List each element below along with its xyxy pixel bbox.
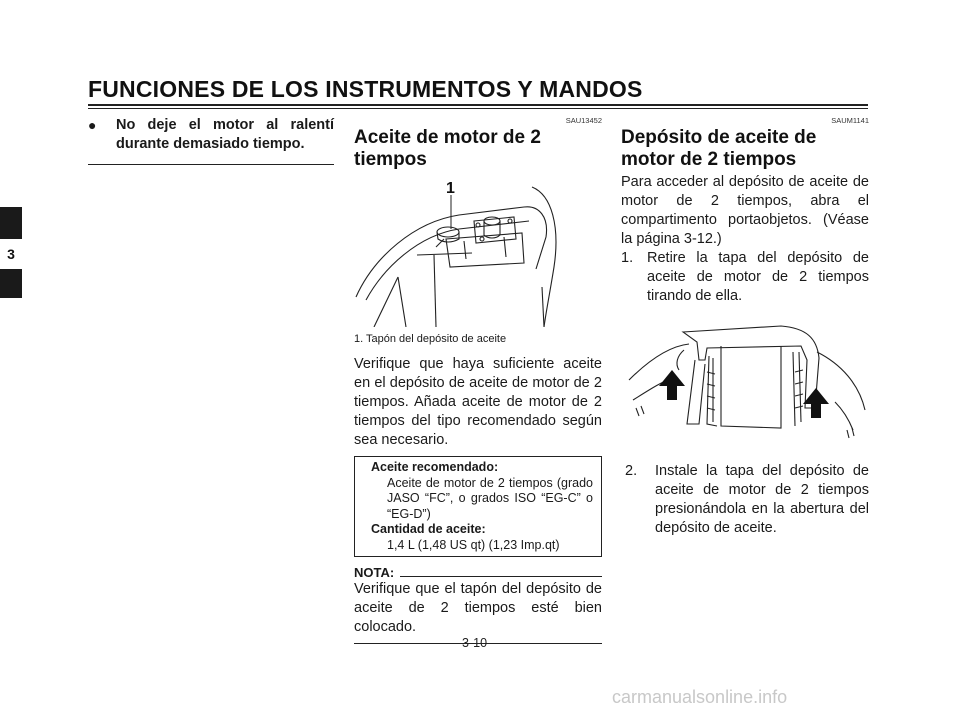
step-item bbox=[621, 249, 869, 306]
header-rule-thin bbox=[88, 108, 868, 109]
page-number: 3-10 bbox=[462, 636, 488, 650]
note-text: Verifique que el tapón del depósito de aceite de 2 tiempos esté bien colocado. bbox=[354, 581, 602, 635]
header-rule-thick bbox=[88, 104, 868, 106]
bullet-text: No deje el motor al ralentí durante demasiado tiempo. bbox=[116, 117, 334, 152]
column-left bbox=[88, 116, 334, 165]
section-end-rule bbox=[88, 164, 334, 165]
step-text: Retire la tapa del depósito de aceite de motor de 2 tiempos tirando de ella. bbox=[647, 250, 869, 304]
tank-access-paragraph: Para acceder al depósito de aceite de motor de 2 tiempos, abra el compartimento portaobjetos. (Véase la página 3-12.) bbox=[621, 174, 869, 247]
oil-quantity-value: 1,4 L (1,48 US qt) (1,23 Imp.qt) bbox=[387, 537, 560, 552]
oil-check-paragraph: Verifique que haya suficiente aceite en el depósito de aceite de motor de 2 tiempos. Añada aceite de motor de 2 tiempos del tipo recomendado según sea necesario. bbox=[354, 356, 602, 448]
watermark: carmanualsonline.info bbox=[612, 687, 788, 707]
column-right bbox=[621, 116, 869, 538]
note-rule bbox=[400, 576, 602, 577]
warning-bullet bbox=[88, 116, 334, 154]
page-header-title: FUNCIONES DE LOS INSTRUMENTOS Y MANDOS bbox=[88, 76, 643, 102]
oil-spec-box bbox=[354, 456, 602, 557]
chapter-number-tab bbox=[0, 239, 22, 269]
step-number: 2. bbox=[625, 463, 638, 479]
bullet-dot-icon: ● bbox=[88, 117, 97, 133]
section-code: SAU13452 bbox=[565, 116, 602, 125]
chapter-number: 3 bbox=[7, 246, 15, 262]
note-label: NOTA: bbox=[354, 565, 395, 580]
oil-cap-illustration bbox=[354, 177, 600, 327]
figure-caption: 1. Tapón del depósito de aceite bbox=[354, 333, 507, 345]
step-text: Instale la tapa del depósito de aceite de motor de 2 tiempos presionándola en la abertura del depósito de aceite. bbox=[655, 463, 869, 536]
section-title-tank: Depósito de aceite de motor de 2 tiempos bbox=[621, 127, 817, 170]
note-heading bbox=[354, 565, 602, 580]
section-title-oil: Aceite de motor de 2 tiempos bbox=[354, 127, 541, 170]
step-item bbox=[625, 462, 869, 538]
oil-quantity-label: Cantidad de aceite: bbox=[371, 522, 486, 536]
recommended-oil-value: Aceite de motor de 2 tiempos (grado JASO “FC”, o grados ISO “EG-C” o “EG-D”) bbox=[387, 475, 593, 521]
tank-cap-illustration bbox=[621, 318, 869, 448]
column-middle bbox=[354, 116, 602, 644]
step-number: 1. bbox=[621, 250, 634, 266]
recommended-oil-label: Aceite recomendado: bbox=[371, 460, 499, 474]
figure-callout-label: 1 bbox=[446, 180, 455, 197]
section-code: SAUM1141 bbox=[831, 116, 869, 125]
